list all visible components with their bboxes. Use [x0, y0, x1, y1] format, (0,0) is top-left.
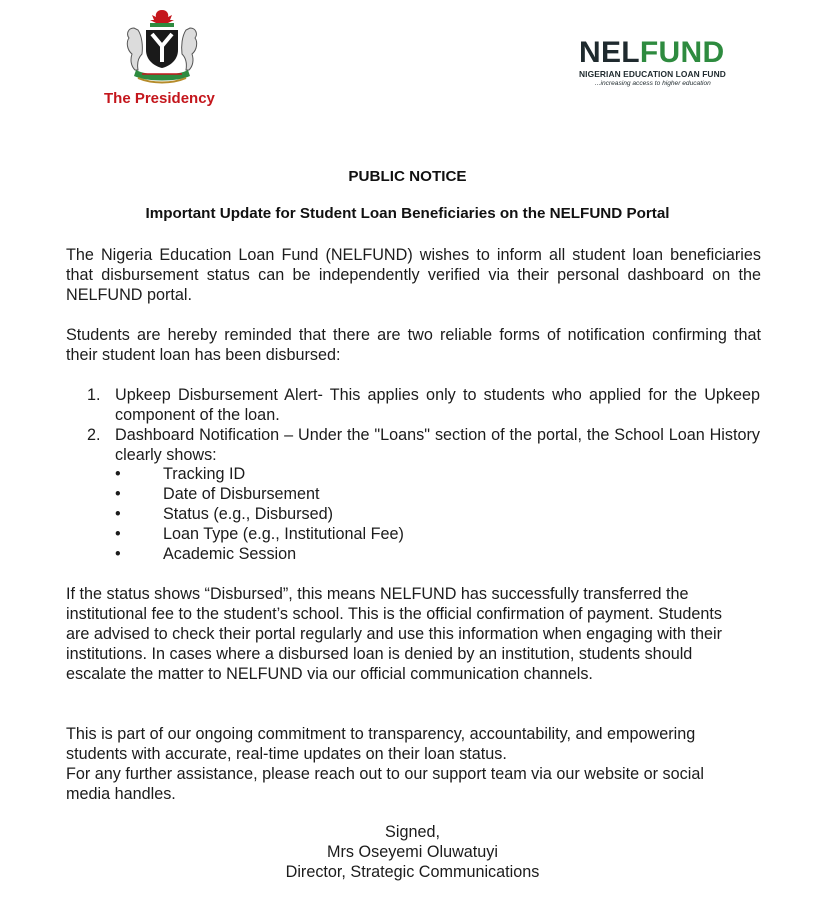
notice-page: The Presidency NELFUND NIGERIAN EDUCATION LOAN FUND ...increasing access to higher education PUBLIC NOTICE Important Update for Student Loan Beneficiaries on the NELFUND Portal The Nigeria Education Loan Fund (NELFUND) wishes to inform all student loan beneficiaries that disbursement status can be independently verified via their personal dashboard on the NELFUND portal. Students are hereby reminded that there are two reliable forms of notification confirming that their student loan has been disbursed: 1. Upkeep Disbursement Alert- This applies only to students who applied for the Upkeep component of the loan. 2. Dashboard Notification – Under the "Loans" section of the portal, the School Loan History clearly shows: • Tracking ID • Date of Disbursement • Status (e.g., Disbursed) • Loan Type (e.g., Institutional Fee) • Academic Session If the status shows “Disbursed”, this means NELFUND has successfully transferred the institutional fee to the student’s school. This is the official confirmation of payment. Students are advised to check their portal regularly and use this information when engaging with their institutions. In cases where a disbursed loan is denied by an institution, students should escalate the matter to NELFUND via our official communication channels. This is part of our ongoing commitment to transparency, accountability, and empowering students with accurate, real-time updates on their loan status. For any further assistance, please reach out to our support team via our website or social media handles. Signed, Mrs Oseyemi Oluwatuyi Director, Strategic Communications	[0, 0, 815, 900]
list-number: 1.	[87, 386, 101, 404]
notice-title: PUBLIC NOTICE	[348, 168, 467, 185]
list-item	[87, 425, 760, 465]
signatory-title: Director, Strategic Communications	[285, 863, 540, 881]
paragraph-intro: The Nigeria Education Loan Fund (NELFUND) wishes to inform all student loan beneficiaries that disbursement status can be independently verified via their personal dashboard on the NELFUND portal.	[66, 246, 761, 304]
signed-label: Signed,	[385, 823, 440, 841]
nelfund-logo	[579, 38, 779, 87]
paragraph-assistance: For any further assistance, please reach out to our support team via our website or social media handles.	[66, 765, 704, 803]
list-text: Dashboard Notification – Under the "Loans" section of the portal, the School Loan History clearly shows:	[115, 426, 760, 464]
logo-subtitle: NIGERIAN EDUCATION LOAN FUND	[579, 69, 726, 79]
paragraph-commitment: This is part of our ongoing commitment to transparency, accountability, and empowering students with accurate, real-time updates on their loan status.	[66, 725, 696, 763]
paragraph-reminder: Students are hereby reminded that there are two reliable forms of notification confirming that their student loan has been disbursed:	[66, 326, 761, 364]
logo-tagline: ...increasing access to higher education	[595, 80, 711, 87]
coat-of-arms-icon	[112, 6, 212, 86]
signatory-name: Mrs Oseyemi Oluwatuyi	[327, 843, 498, 861]
notice-subtitle: Important Update for Student Loan Beneficiaries on the NELFUND Portal	[145, 205, 670, 222]
list-number: 2.	[87, 426, 101, 444]
list-text: Upkeep Disbursement Alert- This applies only to students who applied for the Upkeep component of the loan.	[115, 386, 760, 424]
list-item	[87, 385, 760, 425]
paragraph-status-explanation: If the status shows “Disbursed”, this means NELFUND has successfully transferred the institutional fee to the student’s school. This is the official confirmation of payment. Students are advised to check their portal regularly and use this information when engaging with their institutions. In cases where a disbursed loan is denied by an institution, students should escalate the matter to NELFUND via our official communication channels.	[66, 585, 722, 683]
logo-wordmark: NELFUND	[579, 36, 725, 69]
presidency-label: The Presidency	[104, 90, 215, 107]
